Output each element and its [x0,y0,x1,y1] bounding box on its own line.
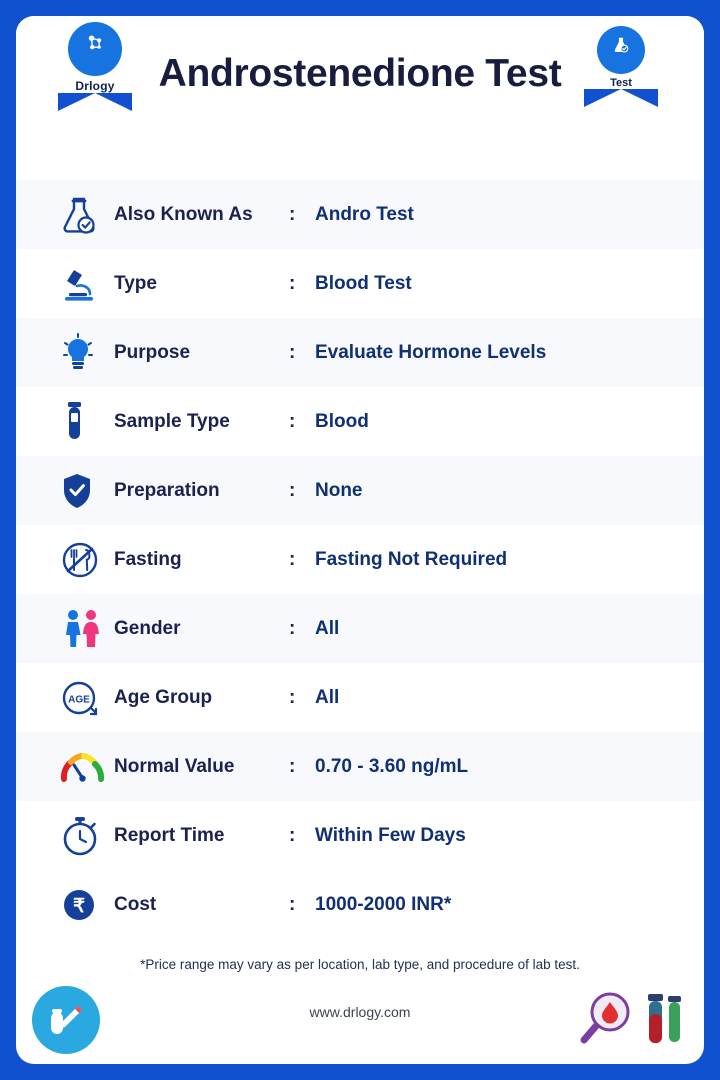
brand-name: Drlogy [75,79,115,93]
row-label: Normal Value [114,755,235,777]
card-footer [16,968,704,1064]
row-label: Gender [114,617,181,639]
table-row [16,663,704,732]
info-card [16,16,704,1064]
row-label: Type [114,272,157,294]
row-label: Age Group [114,686,213,708]
row-separator: : [289,410,296,432]
blood-tube-icon [60,400,114,444]
magnifier-blood-tube-icon [576,988,686,1050]
drlogy-molecule-icon [68,22,122,76]
row-separator: : [289,686,296,708]
row-value: Evaluate Hormone Levels [315,341,547,363]
footer-url[interactable]: www.drlogy.com [309,1004,411,1020]
ribbon-tail [58,93,132,111]
details-list [16,176,704,939]
table-row [16,318,704,387]
gauge-icon [60,751,114,783]
table-row [16,594,704,663]
table-row [16,387,704,456]
table-row [16,732,704,801]
rupee-icon [60,886,114,924]
row-value: Blood [315,410,369,432]
lightbulb-icon [60,333,114,373]
age-group-icon [60,678,114,718]
table-row [16,249,704,318]
price-disclaimer: *Price range may vary as per location, lab type, and procedure of lab test. [140,957,580,972]
stopwatch-icon [60,815,114,857]
test-tube-pen-icon [32,986,100,1054]
table-row [16,870,704,939]
row-separator: : [289,479,296,501]
no-food-icon [60,540,114,580]
row-value: Blood Test [315,272,412,294]
row-value: 1000-2000 INR* [315,893,452,915]
male-female-icon [60,608,114,650]
row-separator: : [289,617,296,639]
table-row [16,180,704,249]
row-label: Cost [114,893,157,915]
card-header [16,16,704,176]
row-label: Also Known As [114,203,253,225]
table-row [16,456,704,525]
row-label: Preparation [114,479,220,501]
svg-text:AGE: AGE [68,694,90,705]
row-value: None [315,479,363,501]
flask-check-icon [60,195,114,235]
row-value: All [315,686,340,708]
table-row [16,801,704,870]
svg-text:₹: ₹ [72,895,86,917]
shield-check-icon [60,471,114,511]
page-title: Androstenedione Test [158,52,562,95]
row-separator: : [289,203,296,225]
row-separator: : [289,893,296,915]
microscope-icon [60,264,114,304]
row-label: Report Time [114,824,225,846]
test-flask-icon [597,26,645,74]
test-ribbon-tail [584,89,658,107]
row-separator: : [289,272,296,294]
row-label: Sample Type [114,410,230,432]
row-value: Within Few Days [315,824,466,846]
test-ribbon [584,16,658,107]
row-separator: : [289,341,296,363]
row-separator: : [289,548,296,570]
row-separator: : [289,824,296,846]
row-value: All [315,617,340,639]
row-separator: : [289,755,296,777]
row-value: 0.70 - 3.60 ng/mL [315,755,469,777]
row-label: Purpose [114,341,191,363]
row-label: Fasting [114,548,182,570]
row-value: Andro Test [315,203,414,225]
row-value: Fasting Not Required [315,548,508,570]
brand-ribbon [58,16,132,111]
table-row [16,525,704,594]
test-badge-label: Test [610,77,632,89]
